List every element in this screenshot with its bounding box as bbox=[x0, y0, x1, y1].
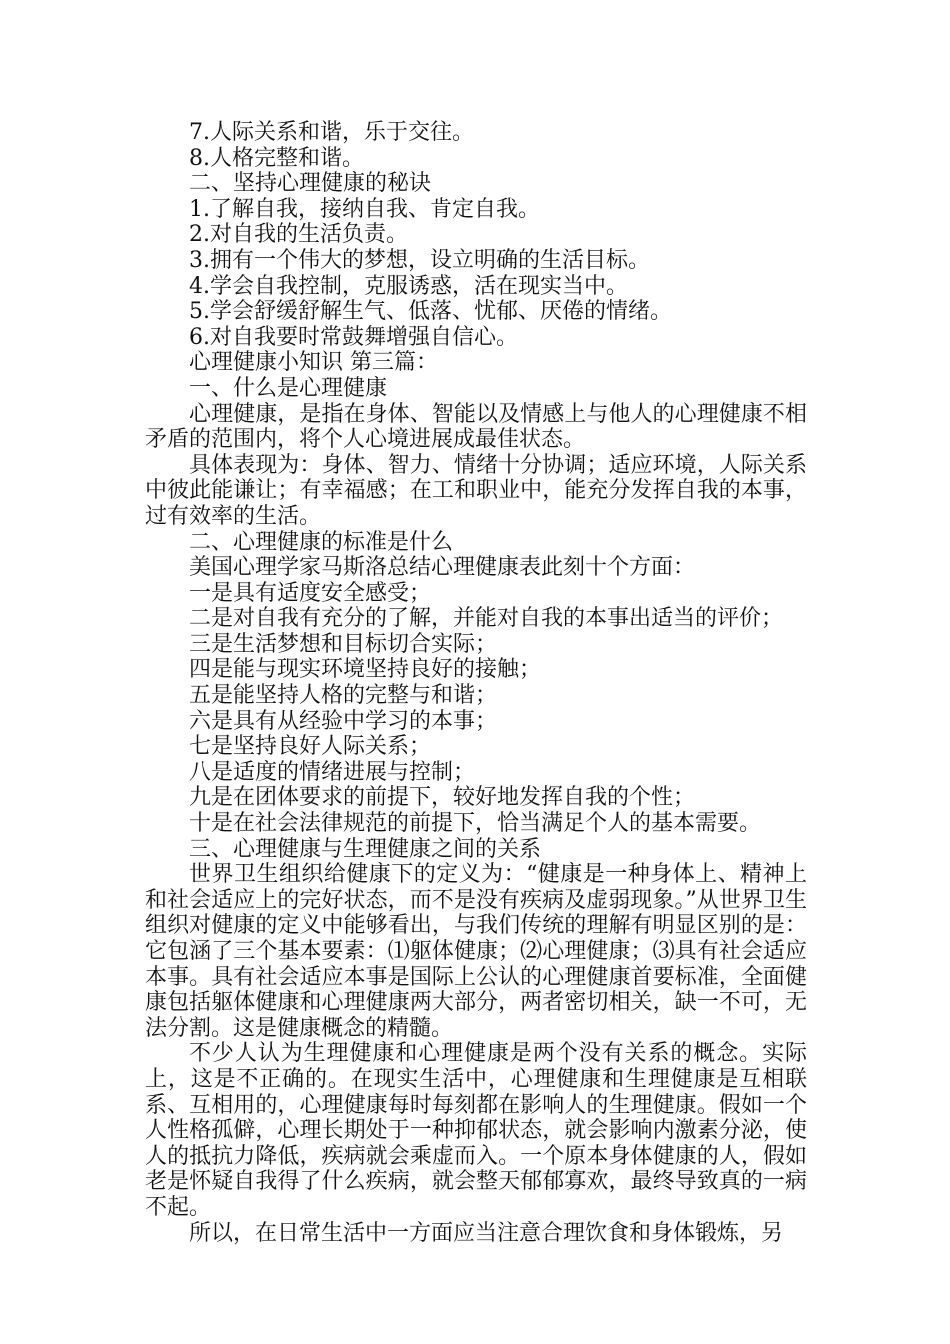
list-item: 十是在社会法律规范的前提下，恰当满足个人的基本需要。 bbox=[189, 811, 762, 837]
list-item: 7.人际关系和谐，乐于交往。 bbox=[189, 120, 474, 145]
section-heading: 二、心理健康的标准是什么 bbox=[189, 529, 454, 555]
list-item: 五是能坚持人格的完整与和谐； bbox=[189, 683, 498, 709]
paragraph-relation: 不少人认为生理健康和心理健康是两个没有关系的概念。实际上，这是不正确的。在现实生活中，心理健康和生理健康是互相联系、互相用的，心理健康每时每刻都在影响人的生理健康。假如一个人性格孤僻，心理长期处于一种抑郁状态，就会影响内激素分泌，使人的抵抗力降低，疾病就会乘虚而入。一个原本身体健康的人，假如老是怀疑自我得了什么疾病，就会整天郁郁寡欢，最终导致真的一病不起。 bbox=[145, 1041, 807, 1220]
list-item: 8.人格完整和谐。 bbox=[189, 145, 364, 171]
article-title: 心理健康小知识 第三篇： bbox=[189, 350, 438, 376]
list-item: 2.对自我的生活负责。 bbox=[189, 222, 408, 248]
list-item: 3.拥有一个伟大的梦想，设立明确的生活目标。 bbox=[189, 247, 650, 273]
list-item: 七是坚持良好人际关系； bbox=[189, 734, 432, 760]
section-heading: 三、心理健康与生理健康之间的关系 bbox=[189, 836, 542, 862]
list-item: 1.了解自我，接纳自我、肯定自我。 bbox=[189, 196, 540, 222]
list-item: 六是具有从经验中学习的本事； bbox=[189, 708, 498, 734]
paragraph-conclusion: 所以，在日常生活中一方面应当注意合理饮食和身体锻炼，另 bbox=[189, 1220, 784, 1246]
list-item: 5.学会舒缓舒解生气、低落、忧郁、厌倦的情绪。 bbox=[189, 299, 672, 325]
list-item: 一是具有适度安全感受； bbox=[189, 580, 432, 606]
document-body bbox=[145, 120, 807, 1246]
list-item: 二是对自我有充分的了解，并能对自我的本事出适当的评价； bbox=[189, 606, 784, 632]
list-item: 九是在团体要求的前提下，较好地发挥自我的个性； bbox=[189, 785, 696, 811]
list-item: 4.学会自我控制，克服诱惑，活在现实当中。 bbox=[189, 273, 628, 299]
paragraph-manifestation: 具体表现为：身体、智力、情绪十分协调；适应环境，人际关系中彼此能谦让；有幸福感；在工和职业中，能充分发挥自我的本事，过有效率的生活。 bbox=[145, 452, 807, 529]
list-item: 八是适度的情绪进展与控制； bbox=[189, 759, 476, 785]
list-intro: 美国心理学家马斯洛总结心理健康表此刻十个方面： bbox=[189, 555, 696, 581]
paragraph-who-definition: 世界卫生组织给健康下的定义为：“健康是一种身体上、精神上和社会适应上的完好状态，而不是没有疾病及虚弱现象。”从世界卫生组织对健康的定义中能够看出，与我们传统的理解有明显区别的是：它包涵了三个基本要素：⑴躯体健康；⑵心理健康；⑶具有社会适应本事。具有社会适应本事是国际上公认的心理健康首要标准，全面健康包括躯体健康和心理健康两大部分，两者密切相关，缺一不可，无法分割。这是健康概念的精髓。 bbox=[145, 862, 807, 1041]
list-item: 四是能与现实环境坚持良好的接触； bbox=[189, 657, 542, 683]
list-item: 6.对自我要时常鼓舞增强自信心。 bbox=[189, 324, 518, 350]
section-heading: 一、什么是心理健康 bbox=[189, 375, 388, 401]
paragraph-definition: 心理健康，是指在身体、智能以及情感上与他人的心理健康不相矛盾的范围内，将个人心境进展成最佳状态。 bbox=[145, 401, 807, 453]
section-heading: 二、坚持心理健康的秘诀 bbox=[189, 171, 432, 197]
list-item: 三是生活梦想和目标切合实际； bbox=[189, 631, 498, 657]
